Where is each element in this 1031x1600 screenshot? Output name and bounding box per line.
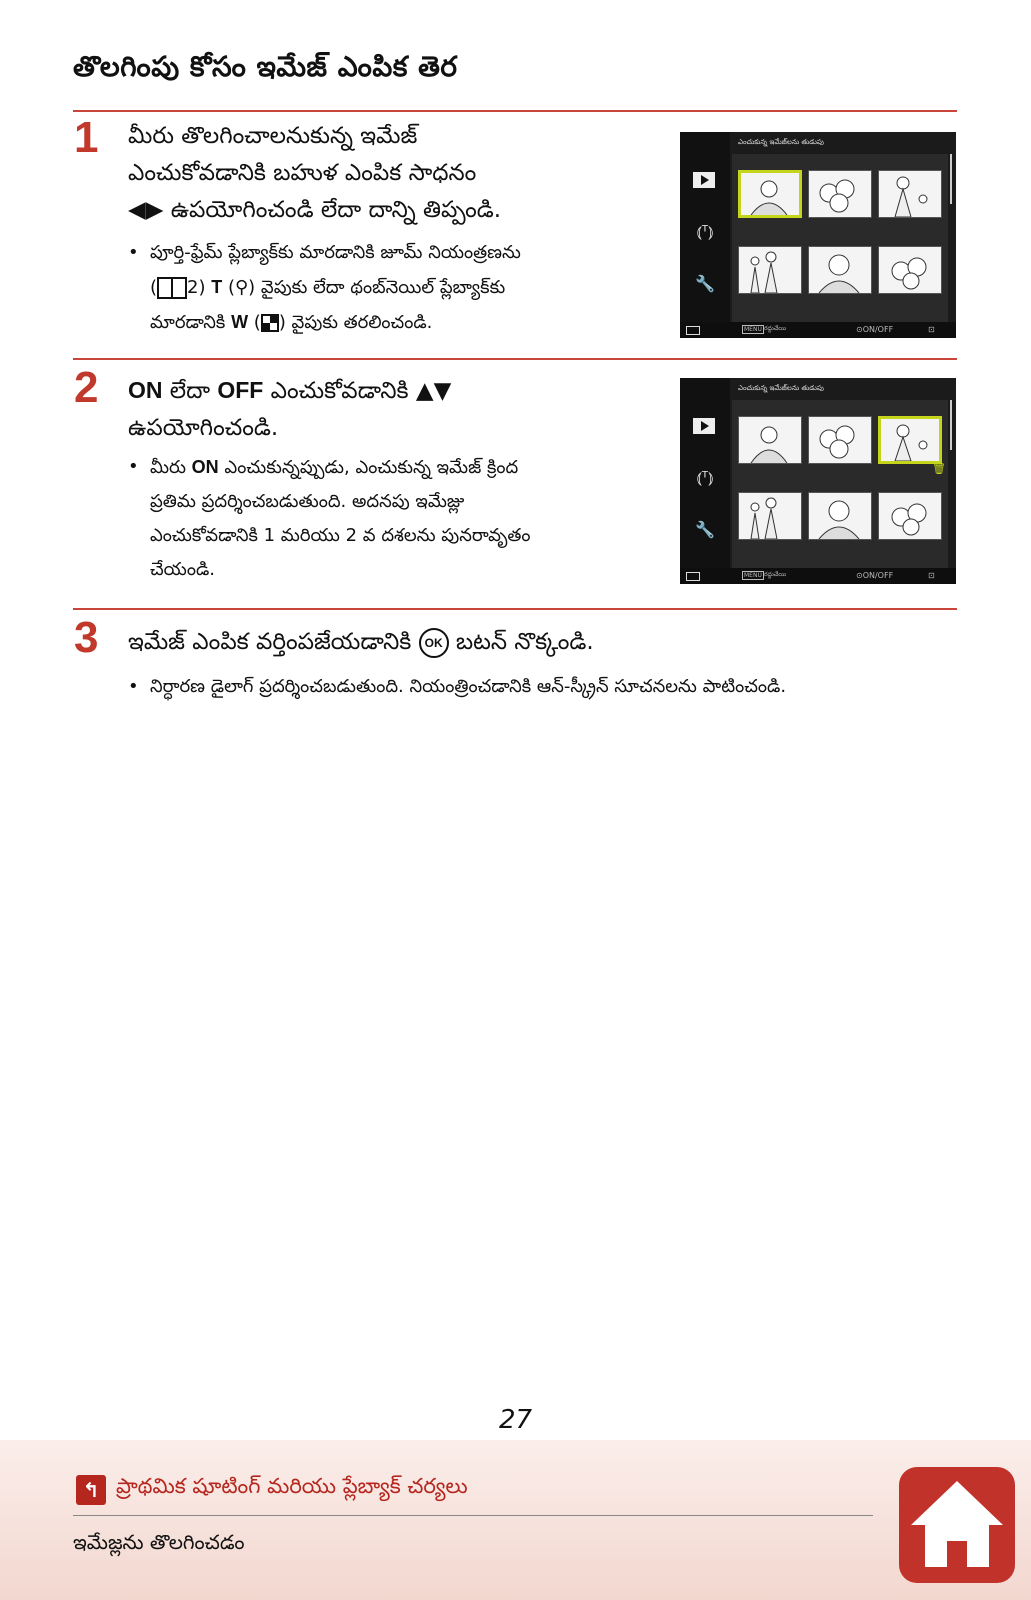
left-right-arrows-icon: ◀▶ [128,197,164,223]
home-button[interactable] [899,1467,1015,1583]
screen-header: ఎంచుకున్న ఇమేజ్‌లను తుడుపు [738,384,824,392]
onoff-label: ⊙ON/OFF [856,325,894,334]
scrollbar [950,400,952,450]
thumbnail [878,170,942,218]
flowers-thumb [879,247,941,293]
manual-reference-icon [157,277,187,299]
thumbnail-grid-icon [261,314,279,332]
off-label: OFF [217,377,264,403]
step-1-bullet [128,236,521,340]
menu-action: రద్దుచేయి [764,325,787,332]
step-2-bullet-line-1b: ఎంచుకున్నప్పుడు, ఎంచుకున్న ఇమేజ్ క్రింద [218,457,519,478]
flowers-thumb [809,171,871,217]
tele-label: T [211,277,223,297]
step-2-line-2: ఉపయోగించండి. [128,415,279,441]
wrench-icon: 🔧 [695,520,715,539]
thumbnail [808,170,872,218]
battery-icon [686,572,700,581]
step-1-heading [128,118,501,229]
thumbnail [878,492,942,540]
playback-icon [693,418,715,434]
step-2-bullet-line-3: ఎంచుకోవడానికి 1 మరియు 2 వ దశలను పునరావృతం [150,525,531,546]
step-2-line-1 [128,372,451,410]
wrench-icon: 🔧 [695,274,715,293]
menu-label: MENU [744,326,762,333]
battery-icon [686,326,700,335]
thumbnail [808,492,872,540]
portrait-thumb [741,173,799,215]
portrait-thumb [809,247,871,293]
portrait-thumb [739,417,801,463]
thumbnail [878,246,942,294]
step-1-number: 1 [74,113,99,162]
screen-footer [680,322,956,338]
thumbnail-selected [738,170,802,218]
onoff-text: ON/OFF [862,571,894,580]
or-text: లేదా [162,378,218,404]
thumbnail-selected [878,416,942,464]
zoom-icon: ⊡ [928,571,935,580]
step-3-line-1b: బటన్ నొక్కండి. [448,629,594,655]
step-2-line-1-text: ఎంచుకోవడానికి [263,378,416,404]
divider [73,358,957,360]
divider [73,608,957,610]
camera-screen-1 [680,132,956,338]
wide-label: W [231,312,249,332]
screen-footer [680,568,956,584]
step-1-line-1: మీరు తొలగించాలనుకున్న ఇమేజ్ [128,123,418,149]
menu-label: MENU [744,572,762,579]
camera-screen-2 [680,378,956,584]
step-2-number: 2 [74,363,99,412]
on-label: ON [128,377,163,403]
menu-action: రద్దుచేయి [764,571,787,578]
ok-button-icon: OK [419,628,449,658]
thumbnail-panel [732,154,948,322]
thumbnail [808,246,872,294]
step-1-line-3-text: ఉపయోగించండి లేదా దాన్ని తిప్పండి. [163,197,502,223]
family-walk-thumb [739,493,801,539]
page-title: తొలగింపు కోసం ఇమేజ్ ఎంపిక తెర [73,50,458,83]
scrollbar [950,154,952,204]
screen-header: ఎంచుకున్న ఇమేజ్‌లను తుడుపు [738,138,824,146]
woman-child-thumb [879,171,941,217]
chapter-link[interactable]: ప్రాథమిక షూటింగ్ మరియు ప్లేబ్యాక్ చర్యలు [116,1474,468,1498]
on-label: ON [191,457,219,477]
onoff-text: ON/OFF [862,325,894,334]
home-icon [899,1467,1015,1583]
footer-band [0,1440,1031,1600]
step-1-bullet-line-2-text: వైపుకు లేదా థంబ్‌నెయిల్ ప్లేబ్యాక్‌కు [255,277,506,298]
step-2-bullet-line-1a: మీరు [150,457,192,478]
step-2-bullet [128,450,531,587]
flowers-thumb [879,493,941,539]
footer-divider [73,1515,873,1516]
thumbnail [738,416,802,464]
step-1-bullet-line-1: • పూర్తి-ఫ్రేమ్ ప్లేబ్యాక్‌కు మారడానికి జూమ్ నియంత్రణను [150,242,521,263]
step-3-number: 3 [74,613,99,662]
zoom-in-icon: (⚲) [227,277,256,298]
portrait-thumb [809,493,871,539]
step-2-heading [128,372,451,447]
step-2-bullet-line-4: చేయండి. [150,559,215,580]
divider [73,110,957,112]
step-1-bullet-line-2: ( 2) T (⚲) వైపుకు లేదా థంబ్‌నెయిల్ ప్లేబ్యాక్‌కు [150,277,506,298]
up-down-arrows-icon: ▲▼ [415,378,452,404]
wireless-icon: ⦅ᵀ⦆ [696,468,714,487]
step-2-bullet-line-2: ప్రతిమ ప్రదర్శించబడుతుంది. అదనపు ఇమేజ్లు [150,491,465,512]
step-3-bullet [128,670,786,704]
thumbnail-panel [732,400,948,568]
back-arrow-icon[interactable]: ↰ [76,1475,106,1505]
onoff-label: ⊙ON/OFF [856,571,894,580]
step-3-line-1a: ఇమేజ్ ఎంపిక వర్తింపజేయడానికి [128,629,419,655]
reference-page: 2 [187,277,199,298]
wireless-icon: ⦅ᵀ⦆ [696,222,714,241]
step-3-heading [128,624,594,661]
open-paren: ( [150,277,158,298]
step-1-bullet-line-3a: మారడానికి [150,312,232,333]
page-number: 27 [498,1405,533,1435]
thumbnail [738,492,802,540]
trash-icon: 🗑 [932,462,946,475]
step-1-bullet-line-3: మారడానికి W ( ) వైపుకు తరలించండి. [150,312,433,333]
thumbnail [808,416,872,464]
woman-child-thumb [881,419,939,461]
step-2-bullet-line-1 [150,450,531,485]
section-title: ఇమేజ్లను తొలగించడం [73,1530,245,1554]
step-1-line-2: ఎంచుకోవడానికి బహుళ ఎంపిక సాధనం [128,160,477,186]
zoom-icon: ⊡ [928,325,935,334]
flowers-thumb [809,417,871,463]
thumbnail [738,246,802,294]
family-walk-thumb [739,247,801,293]
step-1-bullet-line-3b: ) వైపుకు తరలించండి. [278,312,433,333]
step-1-line-3 [128,192,501,229]
playback-icon [693,172,715,188]
step-3-bullet-line-1: • నిర్ధారణ డైలాగ్ ప్రదర్శించబడుతుంది. నియంత్రించడానికి ఆన్-స్క్రీన్ సూచనలను పాటించండి. [150,676,787,697]
